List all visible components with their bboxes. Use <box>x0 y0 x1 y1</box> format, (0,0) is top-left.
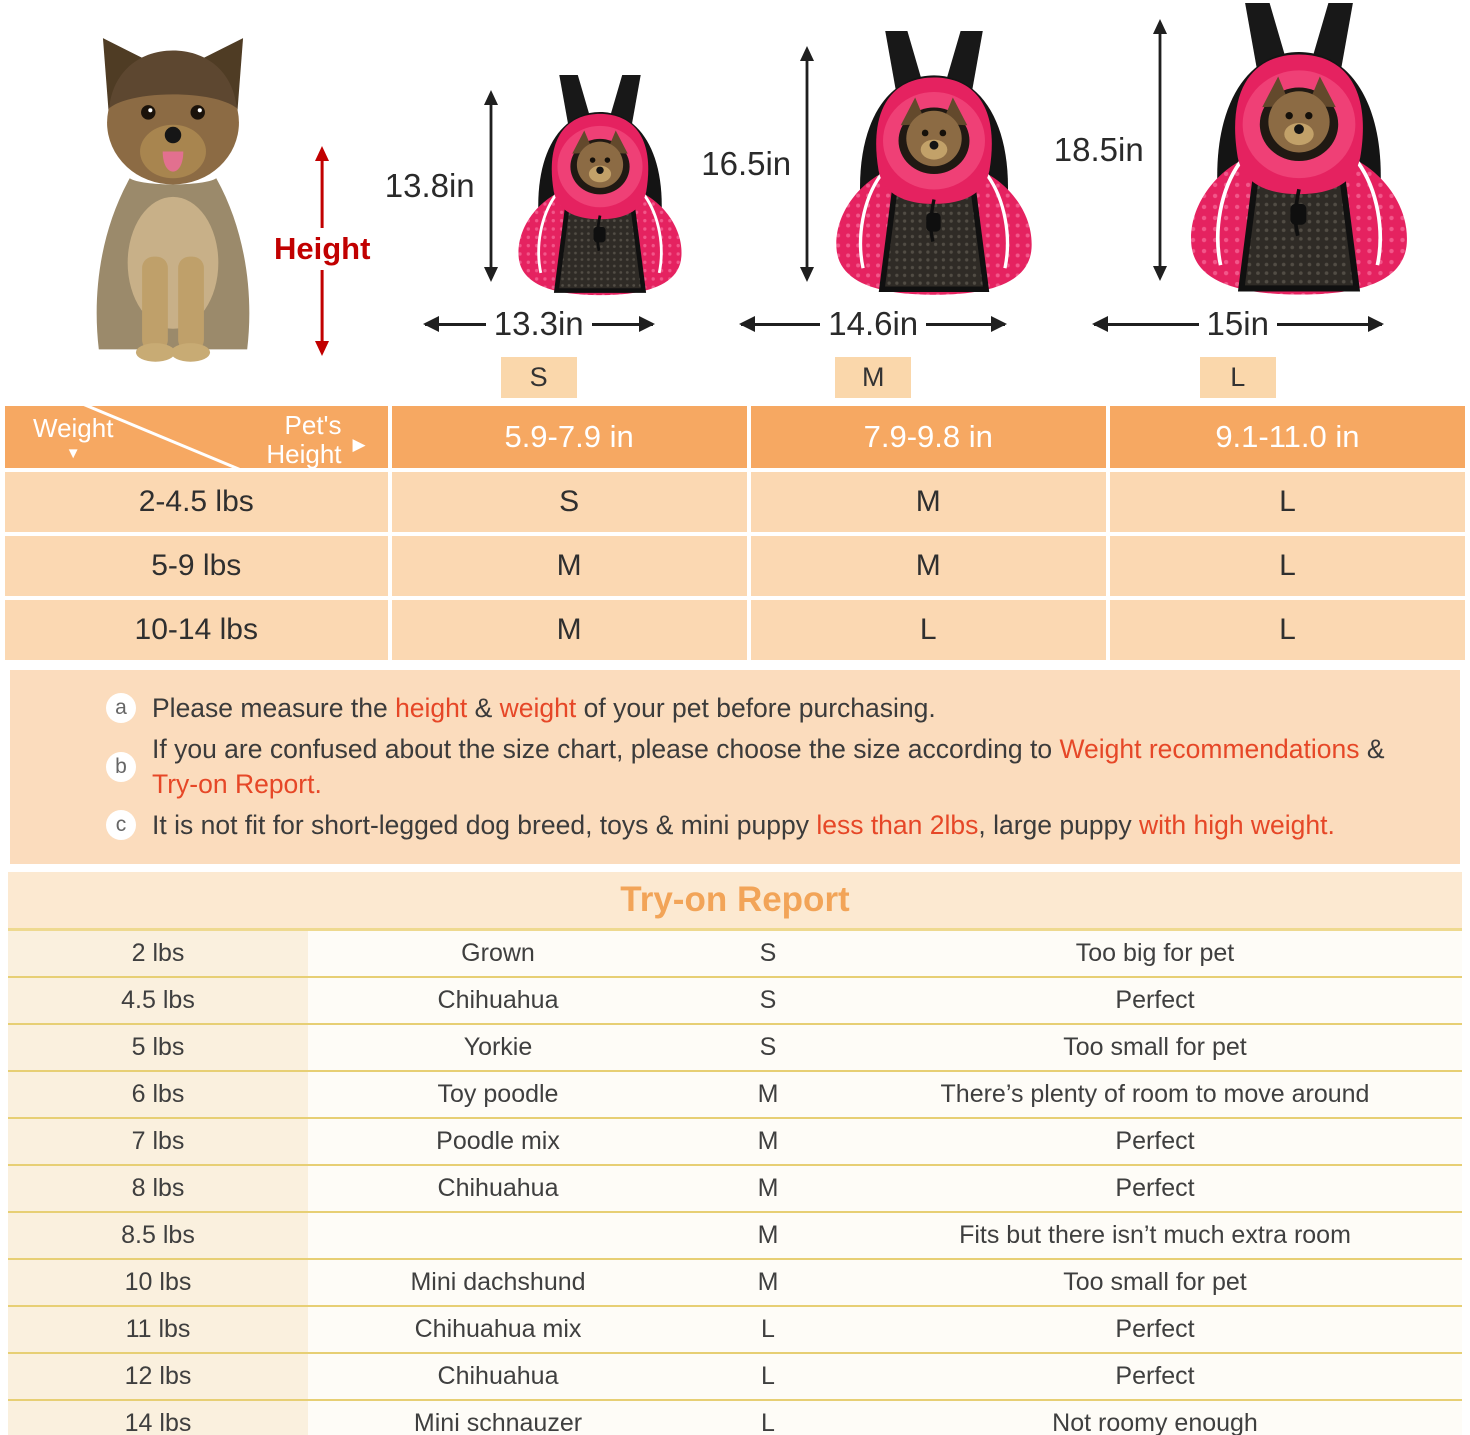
recommended-size-cell: L <box>751 600 1106 660</box>
tryon-size: M <box>757 1267 779 1296</box>
tryon-size: M <box>757 1173 779 1202</box>
tryon-weight: 8 lbs <box>8 1166 308 1211</box>
tryon-breed: Chihuahua mix <box>414 1314 582 1343</box>
right-triangle-icon: ▶ <box>352 435 366 454</box>
tryon-row <box>8 1023 1462 1070</box>
tryon-comment: Perfect <box>1115 985 1195 1014</box>
tryon-size: M <box>757 1126 779 1155</box>
tryon-row <box>8 1399 1462 1435</box>
note-marker: c <box>106 810 136 840</box>
notes-panel <box>10 670 1460 864</box>
tryon-comment: There’s plenty of room to move around <box>940 1079 1370 1108</box>
size-chip-M: M <box>835 357 911 398</box>
note-text-segment: & <box>467 693 500 723</box>
tryon-weight: 4.5 lbs <box>8 978 308 1023</box>
note-text-segment: Please measure the <box>152 693 396 723</box>
tryon-weight: 7 lbs <box>8 1119 308 1164</box>
width-dimension-label: 13.3in <box>493 305 584 342</box>
note-text <box>152 691 936 726</box>
recommended-size-cell: M <box>392 536 747 596</box>
width-dimension-label: 15in <box>1206 305 1269 342</box>
pet-height-axis-label <box>266 410 366 469</box>
arrow-left-segment <box>1094 323 1199 326</box>
recommended-size-cell: M <box>751 472 1106 532</box>
backpack-illustration <box>1176 3 1422 297</box>
arrow-right-segment <box>592 323 653 326</box>
backpack-illustration <box>507 75 693 297</box>
tryon-weight: 10 lbs <box>8 1260 308 1305</box>
weight-range-cell: 5-9 lbs <box>5 536 388 596</box>
tryon-comment: Perfect <box>1115 1361 1195 1390</box>
measurement-illustrations <box>0 0 1470 398</box>
weight-range-cell: 10-14 lbs <box>5 600 388 660</box>
weight-label-text: Weight <box>33 413 114 443</box>
column-header-height-range: 5.9-7.9 in <box>392 406 747 468</box>
down-triangle-icon: ▼ <box>65 445 81 462</box>
tryon-weight: 12 lbs <box>8 1354 308 1399</box>
recommended-size-cell: L <box>1110 472 1465 532</box>
tryon-weight: 5 lbs <box>8 1025 308 1070</box>
arrow-right-segment <box>926 323 1005 326</box>
size-chip-L: L <box>1200 357 1276 398</box>
arrow-right-segment <box>1277 323 1382 326</box>
height-label: Height <box>274 231 371 266</box>
column-header-height-range: 9.1-11.0 in <box>1110 406 1465 468</box>
size-chart-table <box>5 406 1465 660</box>
note-c <box>106 808 1432 843</box>
table-corner-cell <box>5 406 388 468</box>
tryon-row <box>8 1070 1462 1117</box>
tryon-size: L <box>761 1314 775 1343</box>
note-text-segment: of your pet before purchasing. <box>576 693 936 723</box>
note-text-segment: If you are confused about the size chart, please choose the size according to <box>152 733 1060 764</box>
height-dimension-label: 16.5in <box>701 145 792 182</box>
vertical-dimension-arrow <box>798 46 816 282</box>
note-text <box>152 732 1402 802</box>
width-dimension-label: 14.6in <box>828 305 919 342</box>
tryon-weight: 8.5 lbs <box>8 1213 308 1258</box>
column-header-height-range: 7.9-9.8 in <box>751 406 1106 468</box>
tryon-comment: Perfect <box>1115 1173 1195 1202</box>
tryon-row <box>8 1117 1462 1164</box>
pets-label-text: Pet's <box>284 410 342 440</box>
backpack-figures <box>370 3 1426 398</box>
tryon-row <box>8 976 1462 1023</box>
height-arrow-down-icon <box>313 270 331 356</box>
figure-with-height-dimension <box>701 31 1045 297</box>
dog-photo <box>48 32 298 372</box>
vertical-dimension-arrow <box>482 90 500 282</box>
arrow-left-segment <box>741 323 820 326</box>
weight-range-cell: 2-4.5 lbs <box>5 472 388 532</box>
height-dimension-label: 18.5in <box>1053 131 1144 168</box>
tryon-row <box>8 931 1462 976</box>
tryon-size: M <box>757 1220 779 1249</box>
tryon-weight: 11 lbs <box>8 1307 308 1352</box>
tryon-row <box>8 1258 1462 1305</box>
note-text-segment: Try-on Report. <box>152 768 322 799</box>
figure-with-height-dimension <box>1054 3 1422 297</box>
tryon-comment: Not roomy enough <box>1052 1408 1258 1435</box>
tryon-breed: Chihuahua <box>437 985 559 1014</box>
width-dimension <box>425 305 653 343</box>
tryon-comment: Perfect <box>1115 1314 1195 1343</box>
tryon-row <box>8 1352 1462 1399</box>
tryon-comment: Perfect <box>1115 1126 1195 1155</box>
size-figure-L <box>1054 3 1422 398</box>
tryon-row <box>8 1305 1462 1352</box>
tryon-size: S <box>759 938 777 967</box>
weight-axis-label <box>33 415 113 461</box>
note-marker: a <box>106 693 136 723</box>
note-marker: b <box>106 752 136 782</box>
height-dimension-label: 13.8in <box>384 167 475 204</box>
tryon-breed: Grown <box>461 938 535 967</box>
tryon-size: S <box>759 985 777 1014</box>
tryon-breed: Chihuahua <box>437 1173 559 1202</box>
tryon-comment: Fits but there isn’t much extra room <box>959 1220 1351 1249</box>
height-arrow-up-icon <box>313 146 331 228</box>
tryon-size: L <box>761 1408 775 1435</box>
tryon-row <box>8 1211 1462 1258</box>
try-on-report-title: Try-on Report <box>620 879 850 919</box>
try-on-rows <box>8 931 1462 1435</box>
note-text <box>152 808 1335 843</box>
recommended-size-cell: S <box>392 472 747 532</box>
note-text-segment: , large puppy <box>978 809 1139 840</box>
tryon-breed <box>308 1213 688 1258</box>
tryon-size: M <box>757 1079 779 1108</box>
tryon-row <box>8 1164 1462 1211</box>
tryon-comment: Too big for pet <box>1075 938 1235 967</box>
tryon-comment: Too small for pet <box>1063 1267 1247 1296</box>
note-text-segment: with high weight. <box>1138 809 1335 840</box>
arrow-left-segment <box>425 323 486 326</box>
tryon-comment: Too small for pet <box>1063 1032 1247 1061</box>
tryon-size: L <box>761 1361 775 1390</box>
height-label-text: Height <box>266 438 342 469</box>
size-figure-S <box>385 75 693 398</box>
width-dimension <box>1094 305 1382 343</box>
size-figure-M <box>701 31 1045 398</box>
note-text-segment: It is not fit for short-legged dog breed, toys & mini puppy <box>152 809 817 840</box>
note-text-segment: weight <box>499 693 577 723</box>
tryon-size: S <box>759 1032 777 1061</box>
try-on-report <box>8 872 1462 1435</box>
note-text-segment: & <box>1359 733 1385 764</box>
tryon-weight: 2 lbs <box>8 931 308 976</box>
note-a <box>106 691 1432 726</box>
note-b <box>106 732 1432 802</box>
tryon-breed: Chihuahua <box>437 1361 559 1390</box>
backpack-illustration <box>823 31 1045 297</box>
note-text-segment: less than 2lbs <box>816 809 979 840</box>
note-text-segment: height <box>395 693 468 723</box>
tryon-breed: Mini schnauzer <box>413 1408 583 1435</box>
note-text-segment: Weight recommendations <box>1059 733 1360 764</box>
width-dimension <box>741 305 1005 343</box>
recommended-size-cell: L <box>1110 536 1465 596</box>
tryon-breed: Mini dachshund <box>410 1267 586 1296</box>
try-on-report-header <box>8 872 1462 931</box>
tryon-breed: Toy poodle <box>437 1079 559 1108</box>
recommended-size-cell: L <box>1110 600 1465 660</box>
dog-photo-block <box>48 32 370 372</box>
tryon-breed: Poodle mix <box>436 1126 560 1155</box>
tryon-breed: Yorkie <box>463 1032 533 1061</box>
figure-with-height-dimension <box>385 75 693 297</box>
tryon-weight: 6 lbs <box>8 1072 308 1117</box>
recommended-size-cell: M <box>392 600 747 660</box>
height-annotation <box>274 146 370 356</box>
tryon-weight: 14 lbs <box>8 1401 308 1435</box>
recommended-size-cell: M <box>751 536 1106 596</box>
vertical-dimension-arrow <box>1151 19 1169 281</box>
size-chip-S: S <box>501 357 577 398</box>
